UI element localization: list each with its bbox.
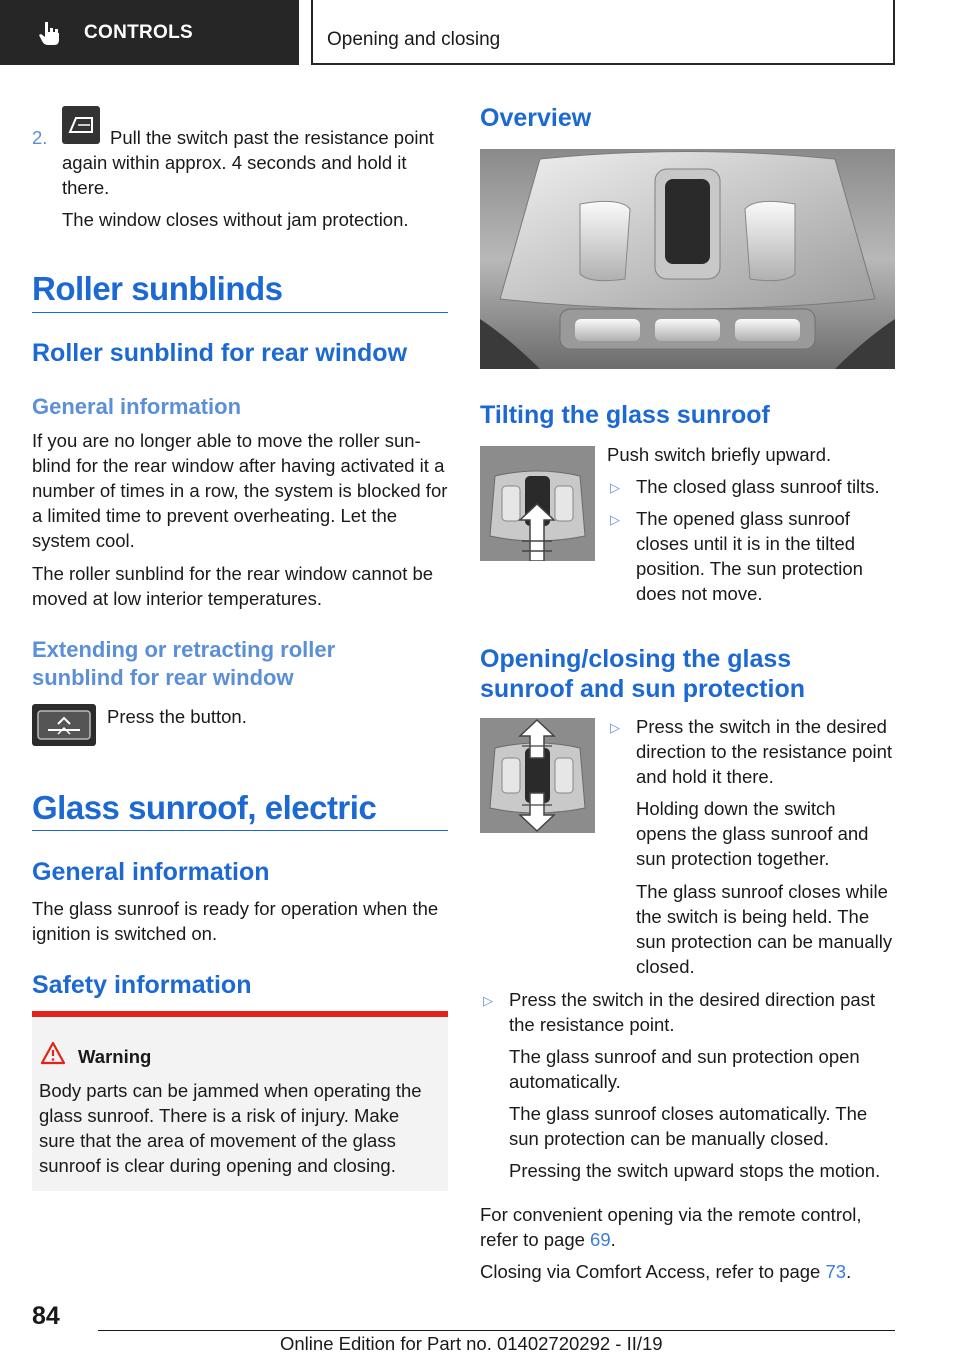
open-item-2-detail: The glass sunroof and sun protection open automatically. — [509, 1046, 860, 1092]
section-tab[interactable] — [0, 0, 299, 65]
overview-photo — [480, 149, 895, 369]
chapter-title-box — [311, 0, 895, 65]
step2-note: The window closes without jam protection. — [62, 209, 409, 230]
warning-box — [32, 1011, 448, 1191]
roller-sunblinds-heading: Roller sunblinds — [32, 270, 283, 307]
bullet-icon: ▷ — [610, 720, 620, 735]
tilt-item-2: The opened glass sunroof closes until it is in the tilted position. The sun protection does not move. — [636, 508, 863, 604]
sunblind-button-pictogram — [32, 704, 96, 746]
section-tab-label: CONTROLS — [84, 21, 194, 43]
tilt-intro: Push switch briefly upward. — [607, 444, 832, 465]
open-item-1-closing: The glass sunroof closes while the switch is being held. The sun protection can be manually closed. — [636, 881, 893, 977]
press-button-text: Press the button. — [107, 706, 247, 727]
general-info-para2: The roller sunblind for the rear window cannot be moved at low interior temperatures. — [32, 563, 434, 609]
overview-heading: Overview — [480, 104, 592, 132]
warning-title: Warning — [78, 1046, 152, 1067]
switch-up-down-illustration — [480, 718, 595, 833]
page-73-link[interactable]: 73 — [825, 1261, 847, 1282]
hand-pointer-icon — [38, 20, 64, 46]
bullet-icon: ▷ — [610, 480, 620, 495]
step2-text: Pull the switch past the resistance point again within approx. 4 seconds and hold it there. — [62, 127, 434, 198]
roof-console-illustration — [480, 149, 895, 369]
edition-text: Online Edition for Part no. 01402720292 - II/19 — [280, 1333, 663, 1354]
open-close-switch-photo — [480, 718, 595, 833]
chapter-title: Opening and closing — [327, 29, 501, 50]
tilting-heading: Tilting the glass sunroof — [480, 401, 770, 429]
comfort-access-ref: Closing via Comfort Access, refer to page 73. — [480, 1261, 852, 1282]
general-info-heading: General information — [32, 394, 242, 419]
roller-rear-window-heading: Roller sunblind for rear window — [32, 339, 408, 367]
safety-info-heading: Safety information — [32, 971, 252, 999]
tilt-item-1: The closed glass sunroof tilts. — [636, 476, 880, 497]
bullet-icon: ▷ — [483, 993, 493, 1008]
glass-sunroof-heading: Glass sunroof, electric — [32, 789, 377, 826]
tilt-switch-photo — [480, 446, 595, 561]
bullet-icon: ▷ — [610, 512, 620, 527]
extend-retract-heading: Extending or retracting roller sunblind for rear window — [32, 637, 336, 690]
open-item-2-closing: The glass sunroof closes automatically. The sun protection can be manually closed. — [509, 1103, 868, 1149]
open-item-1-detail: Holding down the switch opens the glass sunroof and sun protection together. — [636, 798, 869, 869]
remote-control-ref: For convenient opening via the remote control, refer to page 69. — [480, 1204, 862, 1250]
open-item-1: Press the switch in the desired direction to the resistance point and hold it there. — [636, 716, 893, 787]
general-info-para1: If you are no longer able to move the roller sun-blind for the rear window after having activated it a number of times in a row, the system is blocked for a limited time to prevent overheating. Let the system cool. — [32, 430, 448, 551]
switch-up-illustration — [480, 446, 595, 561]
sunroof-general-heading: General information — [32, 858, 270, 886]
open-item-2: Press the switch in the desired direction past the resistance point. — [509, 989, 876, 1035]
page-69-link[interactable]: 69 — [590, 1229, 611, 1250]
warning-body: Body parts can be jammed when operating the glass sunroof. There is a risk of injury. Make sure that the area of movement of the glass sunroof is clear during opening and closing. — [39, 1080, 422, 1176]
warning-triangle-icon — [40, 1041, 66, 1065]
step-number: 2. — [32, 127, 48, 148]
sunblind-button-icon — [32, 704, 96, 746]
page-number: 84 — [32, 1302, 60, 1330]
heading-rule — [32, 312, 448, 313]
footer-rule — [98, 1330, 895, 1331]
sunroof-general-para: The glass sunroof is ready for operation when the ignition is switched on. — [32, 898, 439, 944]
heading-rule — [32, 830, 448, 831]
opening-closing-heading: Opening/closing the glass sunroof and sun protection — [480, 645, 805, 703]
open-item-2-stop: Pressing the switch upward stops the motion. — [509, 1160, 881, 1181]
